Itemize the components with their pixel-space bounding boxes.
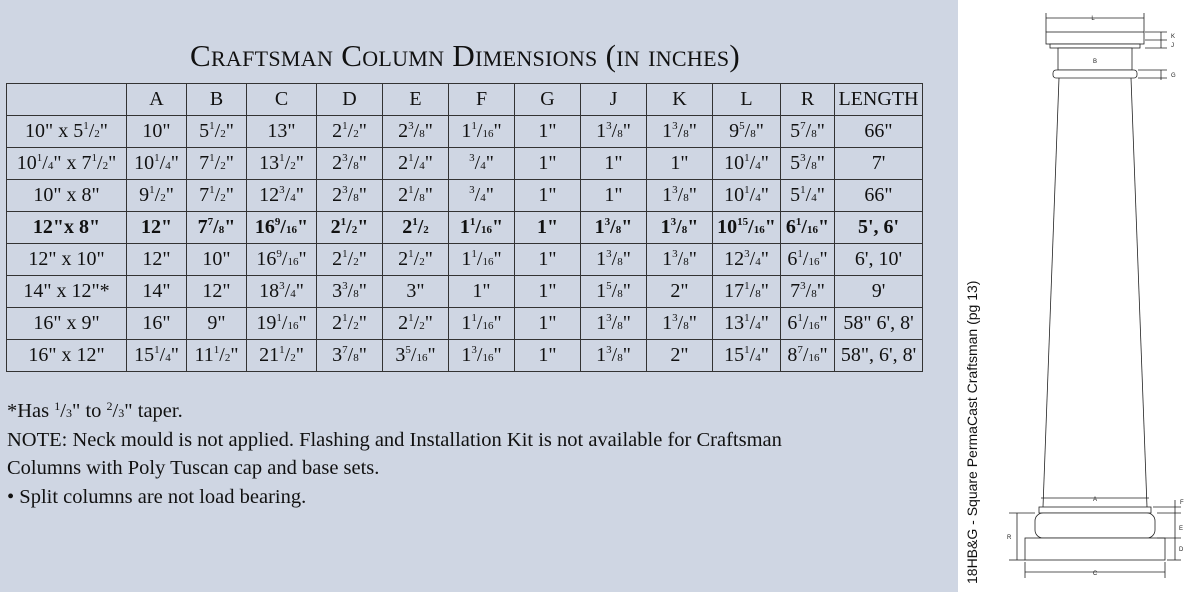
table-cell: $3^3/8$" bbox=[317, 276, 383, 308]
column-header: K bbox=[647, 84, 713, 116]
table-cell: $1^3/8$" bbox=[581, 212, 647, 244]
table-cell: 1" bbox=[515, 116, 581, 148]
table-cell: $15^1/4$" bbox=[713, 340, 781, 372]
table-row bbox=[7, 148, 923, 180]
table-cell: $2^1/4$" bbox=[383, 148, 449, 180]
column-header: C bbox=[247, 84, 317, 116]
column-header: LENGTH bbox=[835, 84, 923, 116]
label-L: L bbox=[1091, 16, 1095, 22]
table-cell: 14" x 12"* bbox=[7, 276, 127, 308]
table-cell: $7^1/2$" bbox=[187, 148, 247, 180]
table-row bbox=[7, 212, 923, 244]
table-cell: 1" bbox=[581, 148, 647, 180]
table-cell: 1" bbox=[515, 340, 581, 372]
table-cell: 1" bbox=[515, 308, 581, 340]
table-cell: 66" bbox=[835, 180, 923, 212]
table-cell: 14" bbox=[127, 276, 187, 308]
table-cell: 1" bbox=[647, 148, 713, 180]
table-cell: $2^1/2$" bbox=[383, 308, 449, 340]
table-cell: 12" bbox=[127, 212, 187, 244]
table-cell: $2^1/2$ bbox=[383, 212, 449, 244]
table-cell: 9' bbox=[835, 276, 923, 308]
table-cell: 58" 6', 8' bbox=[835, 308, 923, 340]
table-cell: 12" bbox=[187, 276, 247, 308]
column-header: E bbox=[383, 84, 449, 116]
table-cell: $2^1/2$" bbox=[317, 116, 383, 148]
table-cell: $10^1/4$" bbox=[127, 148, 187, 180]
label-G: G bbox=[1171, 73, 1176, 79]
table-cell: $2^3/8$" bbox=[317, 180, 383, 212]
table-cell: 12" x 10" bbox=[7, 244, 127, 276]
table-cell: $7^1/2$" bbox=[187, 180, 247, 212]
table-cell: $2^1/2$" bbox=[317, 212, 383, 244]
column-diagram bbox=[995, 0, 1195, 592]
table-cell: 16" x 12" bbox=[7, 340, 127, 372]
table-cell: 16" bbox=[127, 308, 187, 340]
dimensions-table bbox=[6, 83, 923, 372]
table-cell: $7^3/8$" bbox=[781, 276, 835, 308]
table-cell: $19^1/16$" bbox=[247, 308, 317, 340]
column-header: L bbox=[713, 84, 781, 116]
table-cell: 1" bbox=[515, 212, 581, 244]
table-cell: $1^1/16$" bbox=[449, 244, 515, 276]
table-cell: 1" bbox=[515, 244, 581, 276]
label-E: E bbox=[1179, 526, 1184, 532]
table-cell: $5^3/8$" bbox=[781, 148, 835, 180]
table-cell: $1^3/8$" bbox=[647, 180, 713, 212]
column-header: F bbox=[449, 84, 515, 116]
table-cell: 1" bbox=[449, 276, 515, 308]
table-cell: $9^1/2$" bbox=[127, 180, 187, 212]
table-cell: $1^1/16$" bbox=[449, 308, 515, 340]
table-cell: 2" bbox=[647, 340, 713, 372]
table-cell: 6', 10' bbox=[835, 244, 923, 276]
table-cell: $13^1/4$" bbox=[713, 308, 781, 340]
label-J: J bbox=[1171, 43, 1174, 49]
table-cell: $^3$/4" bbox=[449, 180, 515, 212]
table-cell: $10^1/4$" x $7^1/2$" bbox=[7, 148, 127, 180]
table-cell: 58", 6', 8' bbox=[835, 340, 923, 372]
table-cell: 10" x $5^1/2$" bbox=[7, 116, 127, 148]
table-row bbox=[7, 308, 923, 340]
table-cell: $1^3/8$" bbox=[581, 116, 647, 148]
table-cell: $10^1/4$" bbox=[713, 180, 781, 212]
label-R: R bbox=[1007, 535, 1012, 541]
table-cell: $7^7/8$" bbox=[187, 212, 247, 244]
side-caption: 18HB&G - Square PermaCast Craftsman (pg 13) bbox=[964, 280, 980, 584]
column-header: D bbox=[317, 84, 383, 116]
table-cell: $6^1/16$" bbox=[781, 244, 835, 276]
table-cell: $1^3/8$" bbox=[647, 212, 713, 244]
table-cell: $1^3/8$" bbox=[647, 116, 713, 148]
table-cell: $16^9/16$" bbox=[247, 212, 317, 244]
table-cell: 3" bbox=[383, 276, 449, 308]
table-cell: $1^3/16$" bbox=[449, 340, 515, 372]
table-cell: 7' bbox=[835, 148, 923, 180]
column-header: B bbox=[187, 84, 247, 116]
table-header-row bbox=[7, 84, 923, 116]
table-cell: $9^5/8$" bbox=[713, 116, 781, 148]
table-cell: 16" x 9" bbox=[7, 308, 127, 340]
column-header: J bbox=[581, 84, 647, 116]
table-cell: 66" bbox=[835, 116, 923, 148]
availability-note-line-2: Columns with Poly Tuscan cap and base sets. bbox=[7, 457, 380, 479]
table-cell: $10^{15}/16$" bbox=[713, 212, 781, 244]
table-row bbox=[7, 340, 923, 372]
column-header bbox=[7, 84, 127, 116]
table-cell: $11^1/2$" bbox=[187, 340, 247, 372]
table-cell: $1^3/8$" bbox=[581, 340, 647, 372]
table-row bbox=[7, 180, 923, 212]
table-cell: $10^1/4$" bbox=[713, 148, 781, 180]
table-cell: $17^1/8$" bbox=[713, 276, 781, 308]
label-K: K bbox=[1171, 34, 1176, 40]
load-bearing-note: • Split columns are not load bearing. bbox=[7, 485, 307, 508]
table-cell: $15^1/4$" bbox=[127, 340, 187, 372]
label-C: C bbox=[1092, 571, 1098, 577]
availability-note-line-1: NOTE: Neck mould is not applied. Flashing and Installation Kit is not available for Craftsman bbox=[7, 428, 782, 451]
label-A: A bbox=[1092, 497, 1098, 503]
column-header: R bbox=[781, 84, 835, 116]
table-cell: $2^1/2$" bbox=[317, 308, 383, 340]
table-cell: $5^1/4$" bbox=[781, 180, 835, 212]
table-cell: $6^1/16$" bbox=[781, 212, 835, 244]
table-cell: 1" bbox=[515, 180, 581, 212]
table-cell: $2^3/8$" bbox=[383, 116, 449, 148]
table-cell: 10" x 8" bbox=[7, 180, 127, 212]
table-cell: 2" bbox=[647, 276, 713, 308]
table-cell: $1^1/16$" bbox=[449, 212, 515, 244]
table-cell: 10" bbox=[127, 116, 187, 148]
table-cell: 1" bbox=[515, 276, 581, 308]
table-cell: $13^1/2$" bbox=[247, 148, 317, 180]
table-cell: $21^1/2$" bbox=[247, 340, 317, 372]
table-cell: $1^3/8$" bbox=[581, 244, 647, 276]
table-cell: $3^7/8$" bbox=[317, 340, 383, 372]
table-cell: $2^3/8$" bbox=[317, 148, 383, 180]
table-cell: 1" bbox=[581, 180, 647, 212]
table-cell: 1" bbox=[515, 148, 581, 180]
label-F: F bbox=[1180, 500, 1184, 506]
table-cell: $1^5/8$" bbox=[581, 276, 647, 308]
table-cell: $5^7/8$" bbox=[781, 116, 835, 148]
notes-block bbox=[7, 397, 937, 511]
table-cell: $5^1/2$" bbox=[187, 116, 247, 148]
table-cell: $8^7/16$" bbox=[781, 340, 835, 372]
table-cell: $6^1/16$" bbox=[781, 308, 835, 340]
table-row bbox=[7, 244, 923, 276]
label-B: B bbox=[1092, 59, 1098, 65]
table-cell: $16^9/16$" bbox=[247, 244, 317, 276]
table-row bbox=[7, 116, 923, 148]
page-title: Craftsman Column Dimensions (in inches) bbox=[189, 38, 740, 73]
table-cell: $1^3/8$" bbox=[647, 308, 713, 340]
table-cell: $18^3/4$" bbox=[247, 276, 317, 308]
table-cell: $1^3/8$" bbox=[581, 308, 647, 340]
table-cell: 9" bbox=[187, 308, 247, 340]
table-cell: $12^3/4$" bbox=[713, 244, 781, 276]
column-header: G bbox=[515, 84, 581, 116]
label-D: D bbox=[1179, 547, 1184, 553]
table-cell: 13" bbox=[247, 116, 317, 148]
table-cell: $2^1/8$" bbox=[383, 180, 449, 212]
table-cell: $12^3/4$" bbox=[247, 180, 317, 212]
column-header: A bbox=[127, 84, 187, 116]
taper-note: *Has $^1$/3" to $^2$/3" taper. bbox=[7, 399, 183, 422]
table-cell: 10" bbox=[187, 244, 247, 276]
table-cell: 12"x 8" bbox=[7, 212, 127, 244]
table-cell: $1^3/8$" bbox=[647, 244, 713, 276]
table-cell: $2^1/2$" bbox=[383, 244, 449, 276]
table-row bbox=[7, 276, 923, 308]
table-cell: $^3$/4" bbox=[449, 148, 515, 180]
table-cell: 5', 6' bbox=[835, 212, 923, 244]
table-cell: $3^5/16$" bbox=[383, 340, 449, 372]
table-cell: $2^1/2$" bbox=[317, 244, 383, 276]
table-cell: 12" bbox=[127, 244, 187, 276]
table-cell: $1^1/16$" bbox=[449, 116, 515, 148]
